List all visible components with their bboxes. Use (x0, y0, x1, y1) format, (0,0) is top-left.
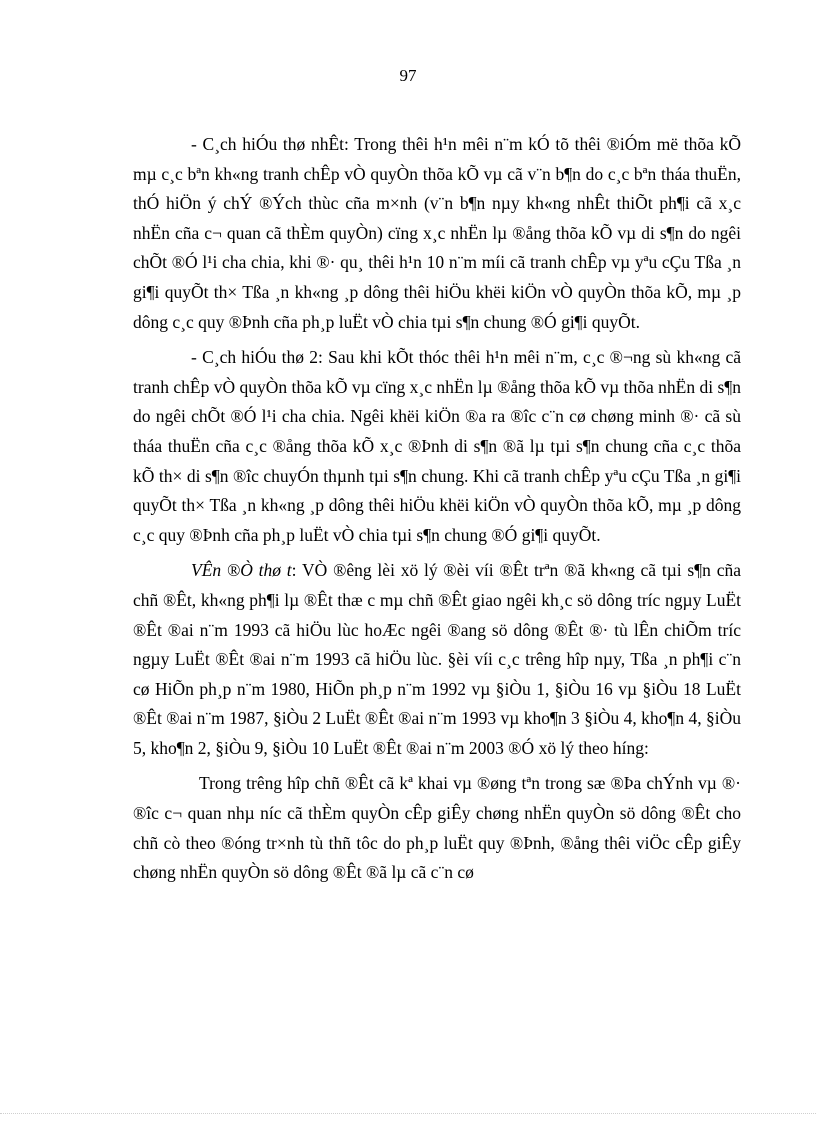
paragraph-case-registered-owner (133, 769, 741, 887)
page-number: 97 (399, 66, 417, 85)
paragraph-text: Trong trêng hîp chñ ®Êt cã kª khai vµ ®øng tªn trong sæ ®Þa chÝnh vµ ®· ®îc c¬ quan nhµ níc cã thÈm quyÒn cÊp giÊy chøng nhËn quyÒn sö dông ®Êt cho chñ cò theo ®óng tr×nh tù thñ tôc do ph¸p luËt quy ®Þnh, ®ång thêi viÖc cÊp giÊy chøng nhËn quyÒn sö dông ®Êt ®ã lµ cã c¨n cø (133, 773, 741, 883)
paragraph-text: : VÒ ®êng lèi xö lý ®èi víi ®Êt trªn ®ã kh«ng cã tµi s¶n cña chñ ®Êt, kh«ng ph¶i lµ ®Êt thæ c mµ chñ ®Êt giao ngêi kh¸c sö dông tríc ngµy LuËt ®Êt ®ai n¨m 1993 cã hiÖu lùc hoÆc ngêi ®ang sö dông ®Êt ®· tù lÊn chiÕm tríc ngµy LuËt ®Êt ®ai n¨m 1993 cã hiÖu lùc. §èi víi c¸c trêng hîp nµy, Tßa ¸n ph¶i c¨n cø HiÕn ph¸p n¨m 1980, HiÕn ph¸p n¨m 1992 vµ §iÒu 1, §iÒu 16 vµ §iÒu 18 LuËt ®Êt ®ai n¨m 1987, §iÒu 2 LuËt ®Êt ®ai n¨m 1993 vµ kho¶n 3 §iÒu 4, kho¶n 4, §iÒu 5, kho¶n 2, §iÒu 9, §iÒu 10 LuËt ®Êt ®ai n¨m 2003 ®Ó xö lý theo híng: (133, 560, 741, 758)
paragraph-issue-four (133, 556, 741, 763)
issue-heading: VÊn ®Ò thø t (191, 560, 292, 581)
paragraph-interpretation-1 (133, 130, 741, 337)
page-bottom-rule (0, 1113, 816, 1114)
document-body (133, 130, 741, 894)
paragraph-interpretation-2 (133, 343, 741, 550)
paragraph-text: - C¸ch hiÓu thø nhÊt: Trong thêi h¹n mêi n¨m kÓ tõ thêi ®iÓm më thõa kÕ mµ c¸c bªn kh«ng tranh chÊp vÒ quyÒn thõa kÕ vµ cã v¨n b¶n do c¸c bªn tháa thuËn, thÓ hiÖn ý chÝ ®Ých thùc cña m×nh (v¨n b¶n nµy kh«ng nhÊt thiÕt ph¶i cã x¸c nhËn cña c¬ quan cã thÈm quyÒn) cïng x¸c nhËn lµ ®ång thõa kÕ vµ di s¶n do ngêi chÕt ®Ó l¹i cha chia, khi ®· qu¸ thêi h¹n 10 n¨m míi cã tranh chÊp vµ yªu cÇu Tßa ¸n gi¶i quyÕt th× Tßa ¸n kh«ng ¸p dông thêi hiÖu khëi kiÖn vÒ quyÒn thõa kÕ, mµ ¸p dông c¸c quy ®Þnh cña ph¸p luËt vÒ chia tµi s¶n chung ®Ó gi¶i quyÕt. (133, 134, 741, 332)
paragraph-text: - C¸ch hiÓu thø 2: Sau khi kÕt thóc thêi h¹n mêi n¨m, c¸c ®¬ng sù kh«ng cã tranh chÊp vÒ quyÒn thõa kÕ vµ cïng x¸c nhËn lµ ®ång thõa kÕ vµ thõa nhËn di s¶n do ngêi chÕt ®Ó l¹i cha chia. Ngêi khëi kiÖn ®a ra ®îc c¨n cø chøng minh ®· cã sù tháa thuËn cña c¸c ®ång thõa kÕ x¸c ®Þnh di s¶n ®ã lµ tµi s¶n chung cña c¸c thõa kÕ th× di s¶n ®îc chuyÓn thµnh tµi s¶n chung. Khi cã tranh chÊp yªu cÇu Tßa ¸n gi¶i quyÕt th× Tßa ¸n kh«ng ¸p dông thêi hiÖu khëi kiÖn vÒ quyÒn thõa kÕ, mµ ¸p dông c¸c quy ®Þnh cña ph¸p luËt vÒ chia tµi s¶n chung ®Ó gi¶i quyÕt. (133, 347, 741, 545)
